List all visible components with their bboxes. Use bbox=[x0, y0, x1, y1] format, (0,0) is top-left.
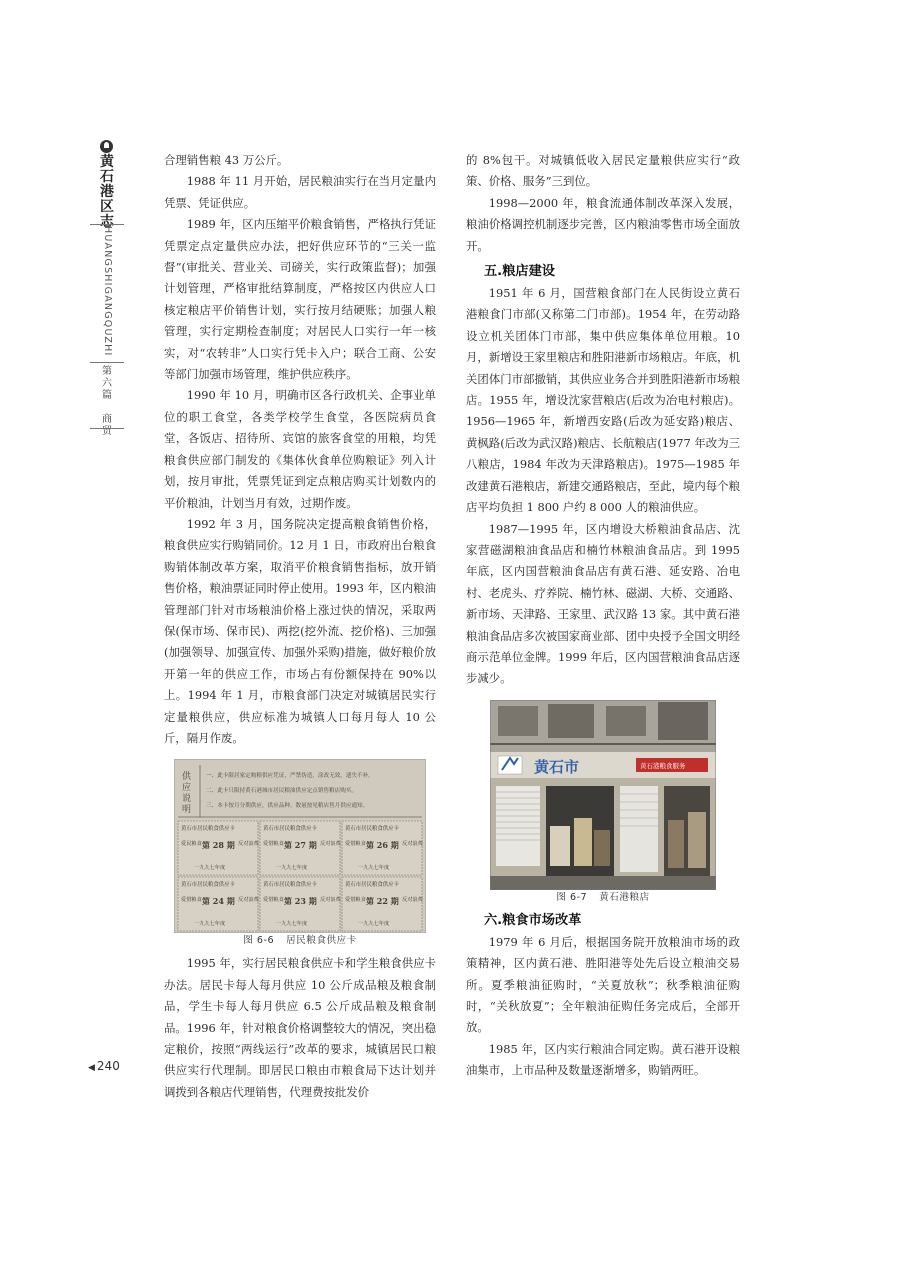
section-char-gap bbox=[90, 402, 124, 414]
store-sign: 黄石市 bbox=[534, 757, 580, 776]
paragraph: 1987—1995 年，区内增设大桥粮油食品店、沈家营磁湖粮油食品店和楠竹林粮油食品店。到 1995 年底，区内国营粮油食品店有黄石港、延安路、冶电村、老虎头、疗养院、楠竹林、磁湖、大桥、交通路、新市场、天津路、王家里、武汉路 13 家。其中黄石港粮油食品店多次被国家商业部、团中央授予全国文明经商示范单位金牌。1999 年后，区内国营粮油食品店逐步减少。 bbox=[466, 521, 740, 686]
card-header-char-2: 应 bbox=[182, 783, 192, 794]
paragraph: 1995 年，实行居民粮食供应卡和学生粮食供应卡办法。居民卡每人每月供应 10 公斤成品粮及粮食制品，学生卡每人每月供应 6.5 公斤成品粮及粮食制品。1996 年，针对粮食价格调整较大的情况，突出稳定粮价，按照“两线运行”改革的要求，城镇居民口粮供应实行代理制。即居民口粮由市粮食局下达计划并调拨到各粮店代理销售，代理费按批发价 bbox=[164, 956, 436, 1099]
coupon-year: 一九九七年度 bbox=[194, 865, 226, 872]
divider bbox=[90, 428, 124, 429]
book-title bbox=[90, 155, 124, 230]
coupon-side: 反对浪费 bbox=[238, 897, 259, 904]
left-column bbox=[164, 150, 436, 1103]
paragraph: 合理销售粮 43 万公斤。 bbox=[164, 153, 289, 167]
section-heading: 六.粮食市场改革 bbox=[484, 912, 582, 928]
page-arrow-icon: ◀ bbox=[88, 1063, 95, 1073]
right-column bbox=[466, 150, 740, 1082]
coupon-title: 黄石市居民粮食供应卡 bbox=[345, 882, 399, 889]
coupon-side: 反对浪费 bbox=[320, 897, 341, 904]
coupon-period: 第 22 期 bbox=[366, 896, 399, 907]
figure-caption bbox=[466, 890, 740, 906]
coupon-type: 爱民粮食 bbox=[181, 841, 202, 848]
page-number-value: 240 bbox=[96, 1059, 120, 1073]
figure-title: 居民粮食供应卡 bbox=[286, 935, 357, 947]
coupon-side: 反对浪费 bbox=[402, 841, 423, 848]
paragraph: 1989 年，区内压缩平价粮食销售，严格执行凭证凭票定点定量供应办法，把好供应环节的“三关一监督”(审批关、营业关、司磅关，实行政策监督)；加强计划管理，严格审批结算制度，严格按区内供应人口核定粮店平价销售计划，实行按月结硬账；加强人粮管理，实行定期检查制度；对居民人口实行一年一核实，对“农转非”人口实行凭卡入户；联合工商、公安等部门加强市场管理，维护供应秩序。 bbox=[164, 217, 436, 382]
coupon-period: 第 26 期 bbox=[366, 840, 399, 851]
card-header-char-1: 供 bbox=[182, 772, 192, 783]
coupon-side: 反对浪费 bbox=[320, 841, 341, 848]
coupon-side: 反对浪费 bbox=[238, 841, 259, 848]
store-sign-secondary: 黄石港粮食服务 bbox=[640, 761, 686, 770]
book-title-pinyin: HUANGSHIGANGQUZHI bbox=[102, 226, 113, 357]
coupon-year: 一九九七年度 bbox=[358, 921, 390, 928]
figure-6-7 bbox=[466, 700, 740, 906]
logo-icon bbox=[100, 140, 113, 153]
coupon-type: 爱惜粮食 bbox=[345, 897, 366, 904]
figure-title: 黄石港粮店 bbox=[599, 891, 650, 903]
coupon-year: 一九九七年度 bbox=[194, 921, 226, 928]
book-title-char: 志 bbox=[100, 214, 114, 230]
section-char: 贸 bbox=[102, 426, 112, 437]
figure-caption bbox=[164, 933, 436, 949]
paragraph: 1992 年 3 月，国务院决定提高粮食销售价格，粮食供应实行购销同价。12 月 1 日，市政府出台粮食购销体制改革方案，取消平价粮食销售指标，放开销售价格，粮油票证同时停止使用。1993 年，区内粮油管理部门针对市场粮油价格上涨过快的情况，采取两保(保市场、保市民)、两挖(挖外流、挖价格)、三加强(加强领导、加强宣传、加强外采购)措施，做好粮价放开第一年的供应工作，市场占有份额保持在 90%以上。1994 年 1 月，市粮食部门决定对城镇居民实行定量粮供应，供应标准为城镇人口每月每人 10 公斤，隔月作废。 bbox=[164, 516, 436, 745]
divider bbox=[90, 224, 124, 225]
coupon-title: 黄石市居民粮食供应卡 bbox=[263, 882, 317, 889]
section-char: 商 bbox=[102, 414, 112, 425]
card-note: 三、本卡按月分期供应，供应品种、数量按见粮店售月供应通知。 bbox=[206, 803, 369, 810]
section-char: 六 bbox=[102, 378, 112, 389]
coupon-title: 黄石市居民粮食供应卡 bbox=[181, 882, 235, 889]
book-title-char: 石 bbox=[100, 169, 114, 185]
section-char: 第 bbox=[102, 366, 112, 377]
ration-card-photo bbox=[174, 759, 426, 933]
coupon-type: 爱惜粮食 bbox=[181, 897, 202, 904]
paragraph: 1951 年 6 月，国营粮食部门在人民街设立黄石港粮食门市部(又称第二门市部)。1954 年，在劳动路设立机关团体门市部，集中供应集体单位用粮。10 月，新增设王家里粮店和胜阳港新市场粮店。年底，机关团体门市部撤销，其供应业务合并到胜阳港新市场粮店。1955 年，增设沈家营粮店(后改为冶电村粮店)。1956—1965 年，新增西安路(后改为延安路)粮店、黄枫路(后改为武汉路)粮店、长航粮店(1977 年改为三八粮店，1984 年改为天津路粮店)。1975—1985 年改建黄石港粮店，新建交通路粮店，至此，境内每个粮店平均负担 1 800 户约 8 000 人的粮油供应。 bbox=[466, 286, 740, 515]
coupon-year: 一九九七年度 bbox=[276, 865, 308, 872]
sidebar bbox=[90, 140, 124, 437]
coupon-period: 第 23 期 bbox=[284, 896, 317, 907]
card-note: 二、此卡只限持黄石港城市居民粮油供应定点销售粮店购买。 bbox=[206, 788, 358, 795]
coupon-year: 一九九七年度 bbox=[358, 865, 390, 872]
card-header-char-3: 说 bbox=[182, 794, 192, 805]
divider bbox=[90, 362, 124, 363]
grain-store-photo bbox=[490, 700, 716, 890]
coupon-type: 爱惜粮食 bbox=[263, 897, 284, 904]
coupon-period: 第 27 期 bbox=[284, 840, 317, 851]
figure-label: 图 6-6 bbox=[243, 935, 275, 947]
card-note: 一、此卡限居家定购粮供应凭证，严禁伪造，涂改无效，遗失不补。 bbox=[206, 773, 374, 780]
paragraph: 1979 年 6 月后，根据国务院开放粮油市场的政策精神，区内黄石港、胜阳港等处先后设立粮油交易所。夏季粮油征购时，“关夏放秋”；秋季粮油征购时，“关秋放夏”；全年粮油征购任务完成后，全部开放。 bbox=[466, 934, 740, 1035]
section-char: 篇 bbox=[102, 390, 112, 401]
figure-label: 图 6-7 bbox=[556, 891, 588, 903]
coupon-title: 黄石市居民粮食供应卡 bbox=[263, 826, 317, 833]
figure-6-6 bbox=[164, 759, 436, 949]
coupon-title: 黄石市居民粮食供应卡 bbox=[345, 826, 399, 833]
paragraph: 1990 年 10 月，明确市区各行政机关、企事业单位的职工食堂，各类学校学生食堂，各医院病员食堂，各饭店、招待所、宾馆的旅客食堂的用粮，均凭粮食供应部门制发的《集体伙食单位购粮证》列入计划，按月审批，凭票凭证到定点粮店购买计划数内的平价粮油，计划当月有效，过期作废。 bbox=[164, 388, 436, 510]
paragraph: 1985 年，区内实行粮油合同定购。黄石港开设粮油集市，上市品种及数量逐渐增多，购销两旺。 bbox=[466, 1041, 740, 1078]
paragraph: 1998—2000 年，粮食流通体制改革深入发展，粮油价格调控机制逐步完善，区内粮油零售市场全面放开。 bbox=[466, 195, 740, 253]
book-title-char: 区 bbox=[100, 199, 114, 215]
coupon-side: 反对浪费 bbox=[402, 897, 423, 904]
coupon-type: 爱惜粮食 bbox=[263, 841, 284, 848]
book-title-char: 黄 bbox=[100, 154, 114, 170]
paragraph: 1988 年 11 月开始，居民粮油实行在当月定量内凭票、凭证供应。 bbox=[164, 174, 436, 210]
coupon-period: 第 24 期 bbox=[202, 896, 235, 907]
coupon-title: 黄石市居民粮食供应卡 bbox=[181, 826, 235, 833]
coupon-type: 爱惜粮食 bbox=[345, 841, 366, 848]
page-number bbox=[88, 1059, 120, 1073]
card-header-char-4: 明 bbox=[182, 805, 192, 816]
coupon-year: 一九九七年度 bbox=[276, 921, 308, 928]
paragraph: 的 8%包干。对城镇低收入居民定量粮供应实行“政策、价格、服务”三到位。 bbox=[466, 153, 740, 189]
coupon-period: 第 28 期 bbox=[202, 840, 235, 851]
section-heading: 五.粮店建设 bbox=[484, 264, 555, 280]
book-title-char: 港 bbox=[100, 184, 114, 200]
